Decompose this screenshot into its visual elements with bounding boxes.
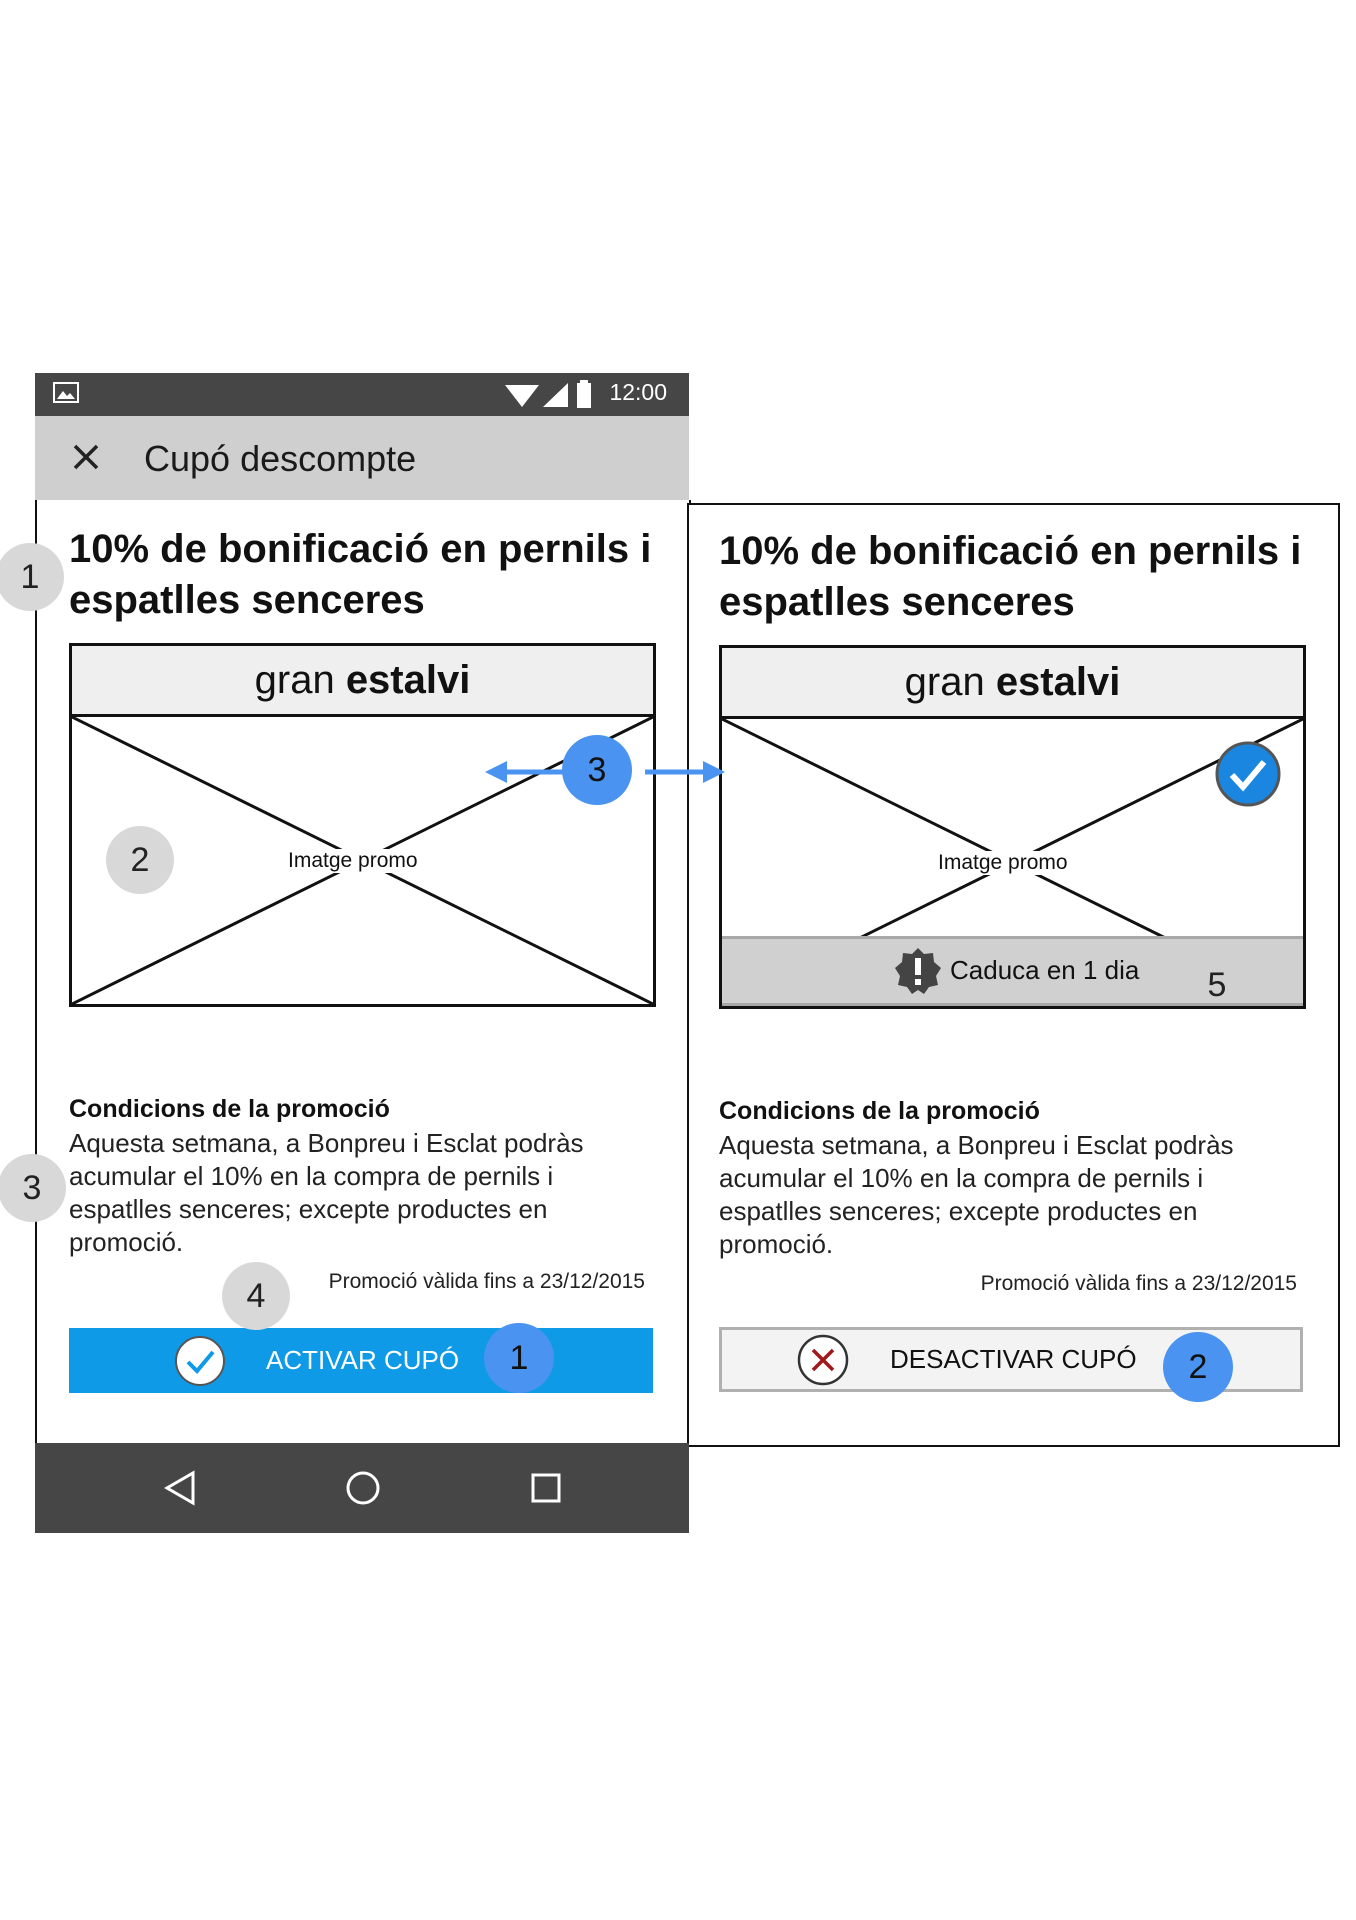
coupon-title-line1: 10% de bonificació en pernils i [69,527,652,571]
promo-card [69,643,656,1007]
home-icon[interactable] [345,1470,381,1506]
deactivate-button-label: DESACTIVAR CUPÓ [890,1344,1137,1374]
annotation-badge: 2 [106,826,174,894]
annotation-badge: 2 [1163,1332,1233,1402]
recents-icon[interactable] [530,1472,562,1504]
conditions-text [719,1129,1289,1261]
conditions-line: Aquesta setmana, a Bonpreu i Esclat podràs [719,1130,1234,1160]
close-icon[interactable] [69,440,103,474]
banner-bold: estalvi [345,658,471,702]
promo-image-label: Imatge promo [932,851,1074,875]
promo-image-label: Imatge promo [282,849,424,873]
app-bar-title: Cupó descompte [144,438,417,479]
cancel-circle-icon [796,1333,850,1387]
battery-icon [576,380,592,408]
annotation-badge: 1 [0,543,64,611]
navigation-bar [35,1443,689,1533]
banner-bold: estalvi [995,660,1121,704]
annotation-badge: 1 [484,1323,554,1393]
conditions-line: espatlles senceres; excepte productes en [69,1194,548,1224]
app-bar [35,416,689,504]
promo-banner [722,648,1303,719]
status-time: 12:00 [609,379,667,405]
coupon-title [69,524,669,626]
conditions-line: promoció. [69,1227,184,1257]
banner-regular: gran [254,658,346,702]
expire-text: Caduca en 1 dia [950,955,1140,985]
check-circle-icon [174,1335,226,1387]
selected-check-icon [1215,741,1281,807]
conditions-title: Condicions de la promoció [719,1097,1040,1125]
status-bar [35,373,689,416]
conditions-text [69,1127,639,1259]
coupon-title-line2: espatlles senceres [719,580,1075,624]
image-icon [53,382,79,403]
conditions-line: acumular el 10% en la compra de pernils i [69,1161,554,1191]
conditions-line: Aquesta setmana, a Bonpreu i Esclat podràs [69,1128,584,1158]
promo-banner [72,646,653,717]
back-icon[interactable] [163,1470,197,1506]
conditions-line: espatlles senceres; excepte productes en [719,1196,1198,1226]
conditions-line: acumular el 10% en la compra de pernils i [719,1163,1204,1193]
conditions-line: promoció. [719,1229,834,1259]
alert-badge-icon [894,947,942,995]
annotation-badge: 3 [562,735,632,805]
activate-coupon-button[interactable] [69,1328,653,1393]
coupon-title [719,526,1319,628]
coupon-title-line1: 10% de bonificació en pernils i [719,529,1302,573]
conditions-title: Condicions de la promoció [69,1095,390,1123]
activate-button-label: ACTIVAR CUPÓ [266,1345,460,1375]
coupon-screen-inactive [35,500,691,1445]
coupon-title-line2: espatlles senceres [69,578,425,622]
annotation-badge: 4 [222,1262,290,1330]
signal-icon [543,382,569,408]
annotation-badge: 3 [0,1154,66,1222]
valid-until: Promoció vàlida fins a 23/12/2015 [980,1272,1297,1295]
wifi-icon [505,382,539,408]
annotation-badge: 5 [1207,966,1227,1004]
banner-regular: gran [904,660,996,704]
valid-until: Promoció vàlida fins a 23/12/2015 [328,1270,645,1293]
